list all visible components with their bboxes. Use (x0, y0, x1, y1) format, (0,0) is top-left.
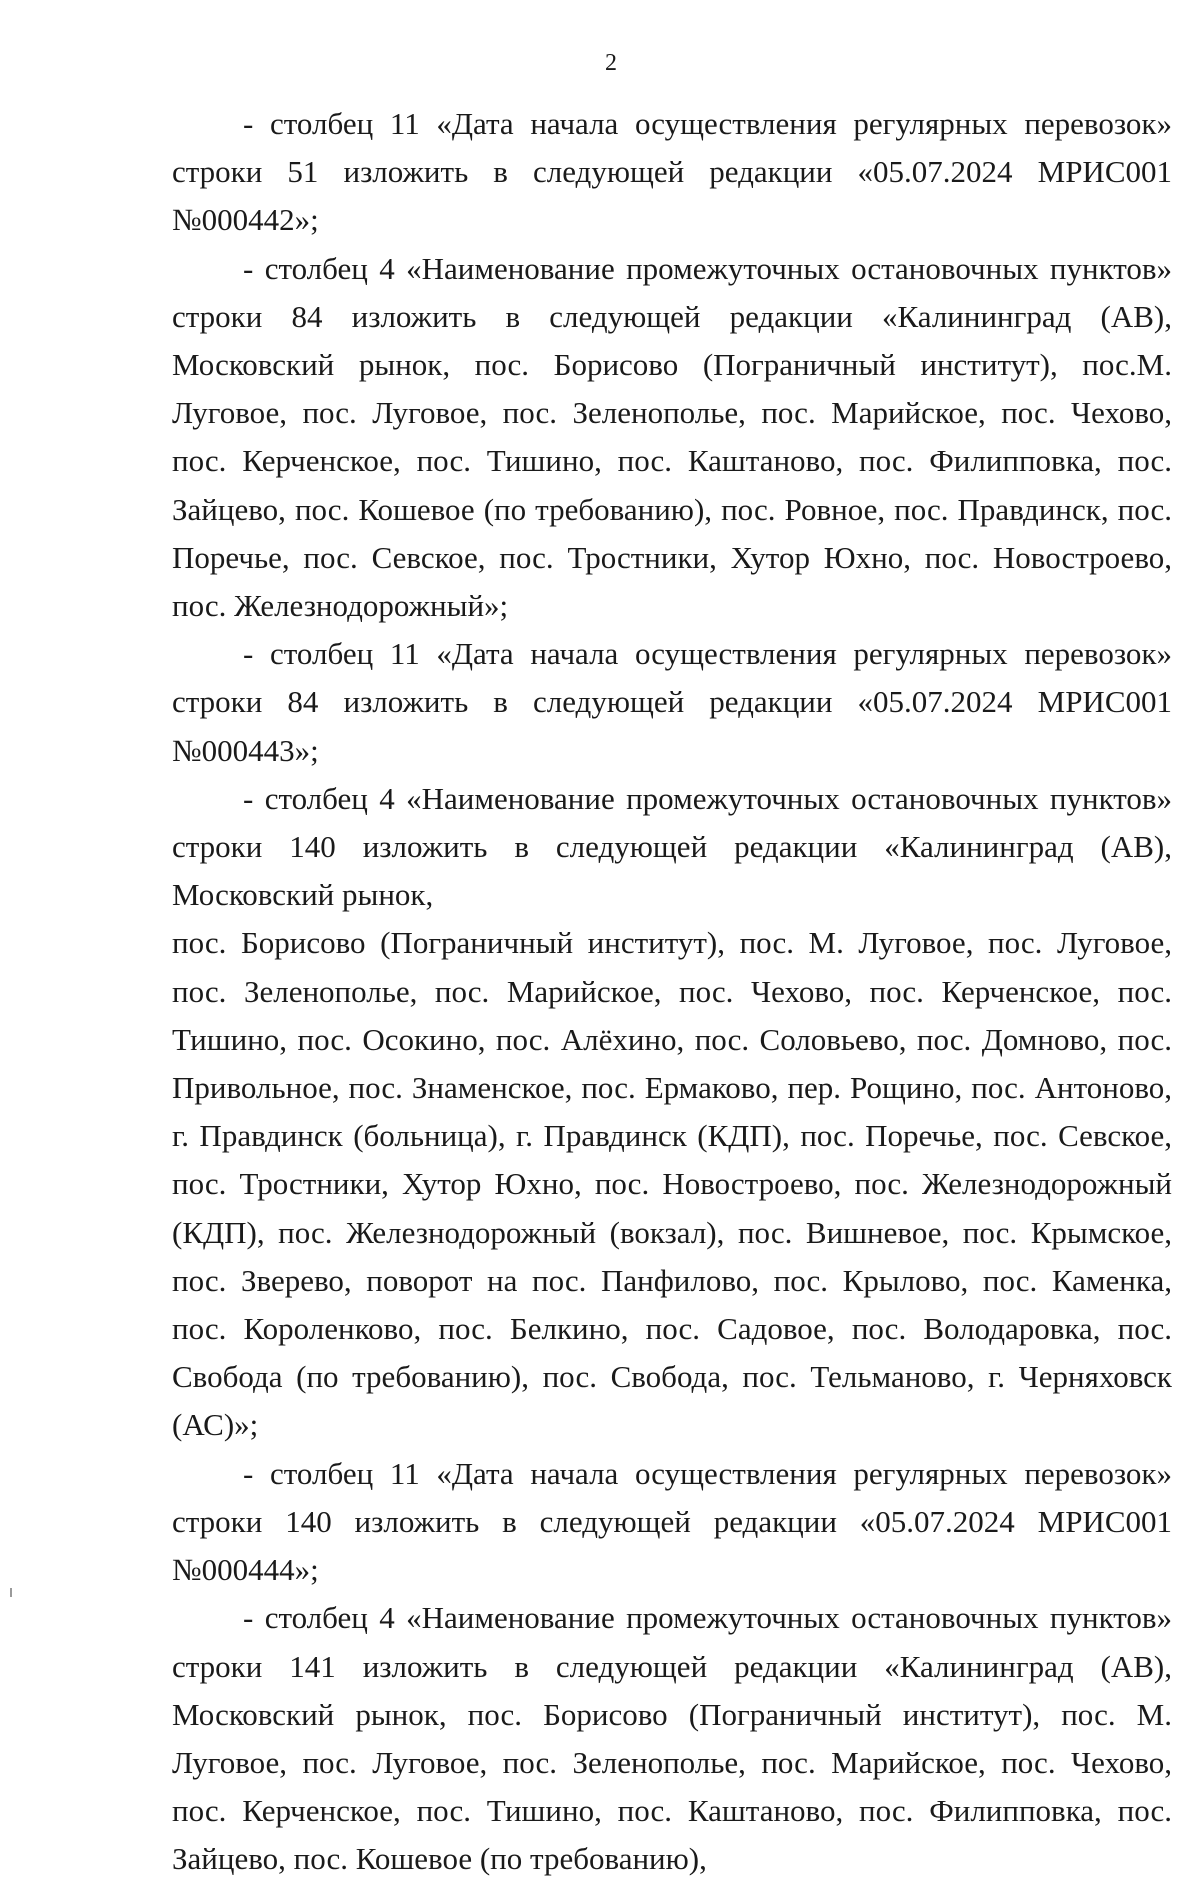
paragraph-column-4-row-140: - столбец 4 «Наименование промежуточных остановочных пунктов» строки 140 изложить в следующей редакции «Калининград (АВ), Московский рынок, (172, 780, 1172, 913)
paragraph-column-11-row-84: - столбец 11 «Дата начала осуществления регулярных перевозок» строки 84 изложить в следующей редакции «05.07.2024 МРИС001 №000443»; (172, 636, 1172, 768)
document-body (172, 100, 1172, 1884)
page-number: 2 (605, 50, 617, 76)
paragraph-column-4-row-84: - столбец 4 «Наименование промежуточных остановочных пунктов» строки 84 изложить в следующей редакции «Калининград (АВ), Московский рынок, пос. Борисово (Пограничный институт), пос.М. Луговое, пос. Луговое, пос. Зеленополье, пос. Марийское, пос. Чехово, пос. Керченское, пос. Тишино, пос. Каштаново, пос. Филипповка, пос. Зайцево, пос. Кошевое (по требованию), пос. Ровное, пос. Правдинск, пос. Поречье, пос. Севское, пос. Тростники, Хутор Юхно, пос. Новостроево, пос. Железнодорожный»; (172, 250, 1172, 624)
paragraph-column-4-row-141: - столбец 4 «Наименование промежуточных остановочных пунктов» строки 141 изложить в следующей редакции «Калининград (АВ), Московский рынок, пос. Борисово (Пограничный институт), пос. М. Луговое, пос. Луговое, пос. Зеленополье, пос. Марийское, пос. Чехово, пос. Керченское, пос. Тишино, пос. Каштаново, пос. Филипповка, пос. Зайцево, пос. Кошевое (по требованию), (172, 1600, 1172, 1877)
scan-artifact-mark (10, 1588, 12, 1597)
paragraph-column-11-row-51: - столбец 11 «Дата начала осуществления регулярных перевозок» строки 51 изложить в следующей редакции «05.07.2024 МРИС001 №000442»; (172, 106, 1172, 238)
paragraph-column-4-row-140-continued: пос. Борисово (Пограничный институт), пос. М. Луговое, пос. Луговое, пос. Зеленополье, пос. Марийское, пос. Чехово, пос. Керченское, пос. Тишино, пос. Осокино, пос. Алёхино, пос. Соловьево, пос. Домново, пос. Привольное, пос. Знаменское, пос. Ермаково, пер. Рощино, пос. Антоново, г. Правдинск (больница), г. Правдинск (КДП), пос. Поречье, пос. Севское, пос. Тростники, Хутор Юхно, пос. Новостроево, пос. Железнодорожный (КДП), пос. Железнодорожный (вокзал), пос. Вишневое, пос. Крымское, пос. Зверево, поворот на пос. Панфилово, пос. Крылово, пос. Каменка, пос. Короленково, пос. Белкино, пос. Садовое, пос. Володаровка, пос. Свобода (по требованию), пос. Свобода, пос. Тельманово, г. Черняховск (АС)»; (172, 925, 1172, 1443)
paragraph-column-11-row-140: - столбец 11 «Дата начала осуществления регулярных перевозок» строки 140 изложить в следующей редакции «05.07.2024 МРИС001 №000444»; (172, 1455, 1172, 1588)
